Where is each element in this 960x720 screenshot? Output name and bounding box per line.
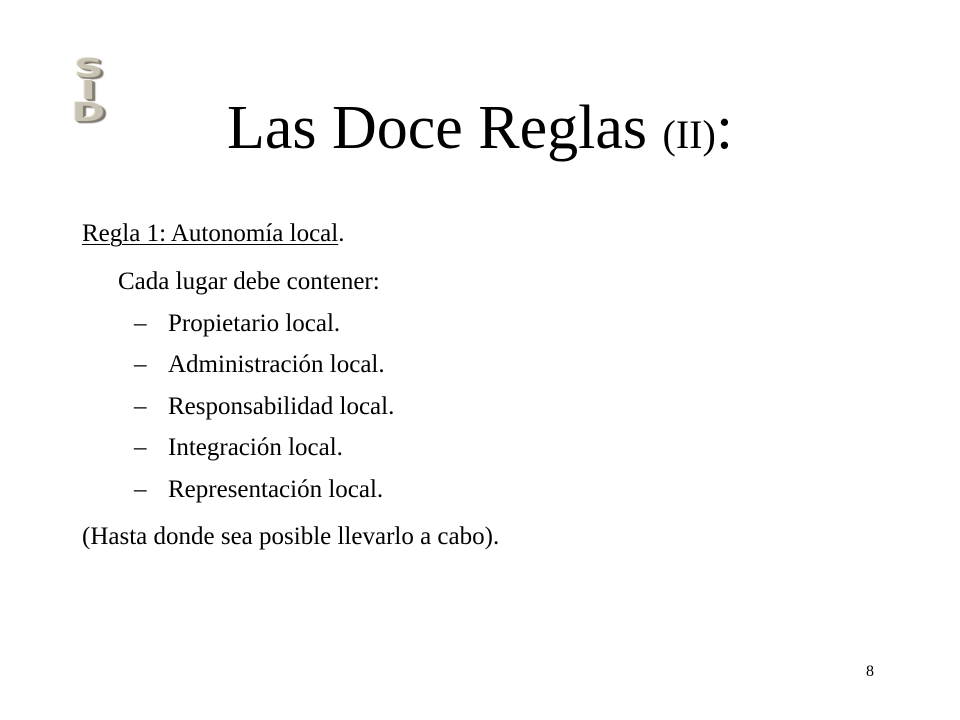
rule-intro: Cada lugar debe contener: [118, 268, 380, 295]
list-item-text: Responsabilidad local. [168, 393, 395, 420]
list-item [134, 308, 340, 340]
list-item [134, 349, 385, 381]
dash-bullet: – [134, 310, 147, 337]
logo-letter-s: S [73, 54, 107, 84]
title-subtitle: (II) [662, 112, 716, 157]
dash-bullet: – [134, 434, 147, 461]
list-item [134, 432, 343, 464]
rule-heading-period: . [338, 220, 345, 247]
list-item-text: Administración local. [168, 351, 385, 378]
dash-bullet: – [134, 351, 147, 378]
title-main: Las Doce Reglas [226, 94, 648, 162]
logo-letter-i: I [80, 76, 100, 106]
page-number: 8 [866, 663, 874, 680]
list-item [134, 474, 383, 506]
title-colon: : [715, 94, 734, 162]
dash-bullet: – [134, 476, 147, 503]
rule-heading [82, 218, 344, 250]
list-item-text: Representación local. [168, 476, 384, 503]
logo-letter-d: D [71, 98, 109, 128]
dash-bullet: – [134, 393, 147, 420]
closing-note: (Hasta donde sea posible llevarlo a cabo). [82, 523, 500, 550]
list-item [134, 391, 394, 423]
list-item-text: Integración local. [168, 434, 343, 461]
list-item-text: Propietario local. [168, 310, 341, 337]
rule-heading-text: Regla 1: Autonomía local [82, 220, 339, 247]
